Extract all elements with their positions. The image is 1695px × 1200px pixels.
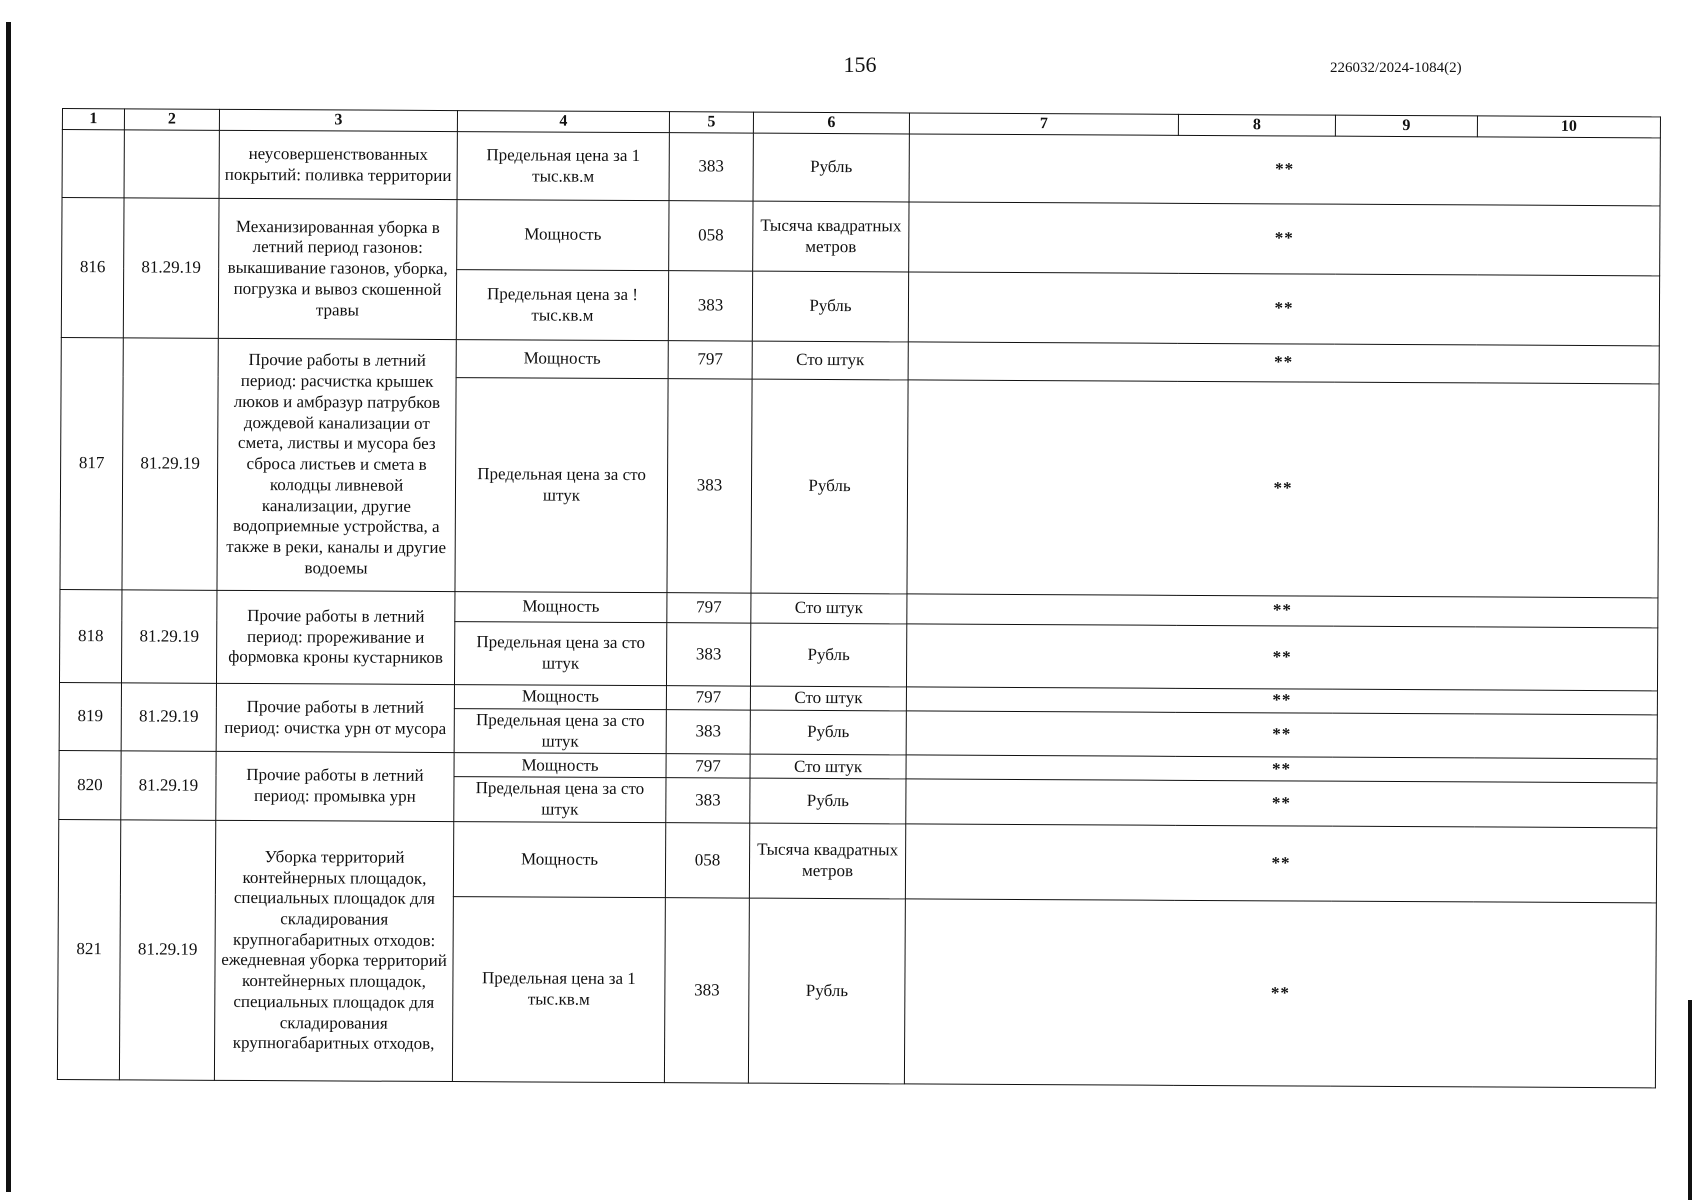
service-description-cell: Механизированная уборка в летний период газонов: выкашивание газонов, уборка, погрузка и вывоз скошенной травы: [218, 198, 457, 339]
unit-code-cell: 797: [666, 686, 750, 710]
unit-code-cell: 383: [666, 778, 750, 823]
unit-code-cell: 797: [667, 593, 751, 623]
service-description-cell: Прочие работы в летний период: расчистка крышек люков и амбразур патрубков дождевой канализации от смета, листвы и мусора без сброса листьев и смета в колодцы ливневой канализации, другие водоприемные устройства, а также в реки, каналы и другие водоемы: [217, 338, 456, 591]
unit-code-cell: 383: [667, 379, 752, 593]
indicator-cell: Мощность: [453, 821, 665, 897]
indicator-cell: Мощность: [457, 200, 669, 271]
service-description-cell: неусовершенствованных покрытий: поливка территории: [219, 130, 457, 199]
row-number-cell: 821: [57, 819, 120, 1079]
unit-name-cell: Рубль: [752, 271, 908, 342]
table-body: [57, 109, 1660, 1088]
column-header: 9: [1335, 115, 1477, 137]
unit-name-cell: Сто штук: [751, 593, 907, 624]
scan-edge-right: [1688, 1000, 1692, 1200]
unit-name-cell: Сто штук: [750, 755, 906, 780]
unit-name-cell: Сто штук: [752, 341, 908, 380]
indicator-cell: Предельная цена за сто штук: [454, 709, 666, 755]
document-reference: 226032/2024-1084(2): [1330, 60, 1462, 76]
row-number-cell: 816: [61, 198, 124, 338]
column-header: 6: [753, 112, 909, 134]
column-header: 8: [1178, 114, 1335, 136]
value-cell: **: [909, 134, 1660, 206]
unit-code-cell: 383: [668, 271, 752, 341]
okpd-code-cell: [124, 130, 219, 198]
table-row: [62, 130, 1660, 206]
table-row: [61, 337, 1659, 383]
unit-code-cell: 797: [666, 754, 750, 778]
unit-name-cell: Рубль: [751, 379, 908, 594]
row-number-cell: 817: [60, 337, 123, 589]
unit-name-cell: Рубль: [753, 133, 909, 202]
unit-code-cell: 383: [669, 133, 753, 201]
unit-code-cell: 383: [666, 710, 750, 755]
okpd-code-cell: 81.29.19: [119, 820, 215, 1080]
value-cell: **: [906, 711, 1657, 759]
indicator-cell: Предельная цена за сто штук: [454, 622, 666, 686]
okpd-code-cell: 81.29.19: [121, 590, 216, 683]
row-number-cell: [62, 130, 124, 198]
service-description-cell: Прочие работы в летний период: очистка урн от мусора: [216, 683, 454, 753]
indicator-cell: Предельная цена за сто штук: [454, 777, 666, 823]
column-header: 4: [457, 111, 669, 133]
service-description-cell: Уборка территорий контейнерных площадок, специальных площадок для складирования крупногабаритных отходов: ежедневная уборка территорий контейнерных площадок, специальных площадок для складирования крупногабаритных отходов,: [214, 820, 453, 1081]
page-number: 156: [843, 52, 877, 77]
table-row: [58, 819, 1656, 902]
indicator-cell: Мощность: [456, 340, 668, 379]
unit-code-cell: 383: [666, 623, 750, 686]
value-cell: **: [905, 824, 1656, 903]
scan-edge-left: [6, 22, 11, 1192]
unit-name-cell: Рубль: [750, 623, 906, 687]
unit-code-cell: 797: [668, 341, 752, 379]
indicator-cell: Мощность: [454, 685, 666, 710]
unit-code-cell: 383: [664, 898, 749, 1083]
indicator-cell: Предельная цена за 1 тыс.кв.м: [457, 132, 669, 201]
row-number-cell: 818: [59, 589, 121, 682]
column-header: 2: [124, 109, 219, 130]
indicator-cell: Предельная цена за ! тыс.кв.м: [456, 270, 668, 341]
value-cell: **: [909, 202, 1660, 276]
unit-code-cell: 058: [665, 823, 749, 898]
indicator-cell: Мощность: [455, 592, 667, 623]
value-cell: **: [906, 779, 1657, 827]
unit-name-cell: Рубль: [750, 710, 906, 755]
column-header: 10: [1477, 116, 1660, 138]
okpd-code-cell: 81.29.19: [123, 198, 219, 338]
value-cell: **: [906, 687, 1657, 715]
indicator-cell: Предельная цена за сто штук: [455, 378, 668, 593]
indicator-cell: Предельная цена за 1 тыс.кв.м: [452, 896, 665, 1082]
unit-name-cell: Тысяча квадратных метров: [753, 201, 909, 272]
row-number-cell: 819: [59, 682, 121, 751]
value-cell: **: [907, 594, 1658, 628]
table-row: [62, 198, 1660, 276]
value-cell: **: [907, 380, 1659, 598]
unit-name-cell: Сто штук: [750, 686, 906, 711]
column-header: 1: [62, 109, 124, 130]
column-header: 7: [909, 113, 1178, 135]
indicator-cell: Мощность: [454, 753, 666, 778]
value-cell: **: [908, 342, 1659, 384]
column-header: 3: [219, 109, 457, 131]
column-header: 5: [669, 112, 753, 133]
service-description-cell: Прочие работы в летний период: прореживание и формовка кроны кустарников: [216, 590, 454, 684]
okpd-code-cell: 81.29.19: [122, 338, 218, 590]
value-cell: **: [908, 272, 1659, 346]
value-cell: **: [906, 624, 1657, 691]
value-cell: **: [904, 899, 1656, 1088]
service-description-cell: Прочие работы в летний период: промывка урн: [216, 752, 454, 822]
okpd-code-cell: 81.29.19: [121, 751, 216, 820]
value-cell: **: [906, 755, 1657, 783]
unit-name-cell: Рубль: [750, 779, 906, 824]
okpd-code-cell: 81.29.19: [121, 683, 216, 752]
unit-code-cell: 058: [669, 201, 753, 271]
row-number-cell: 820: [59, 751, 121, 820]
unit-name-cell: Рубль: [748, 898, 905, 1084]
pricing-table: [57, 108, 1661, 1088]
unit-name-cell: Тысяча квадратных метров: [749, 823, 905, 899]
